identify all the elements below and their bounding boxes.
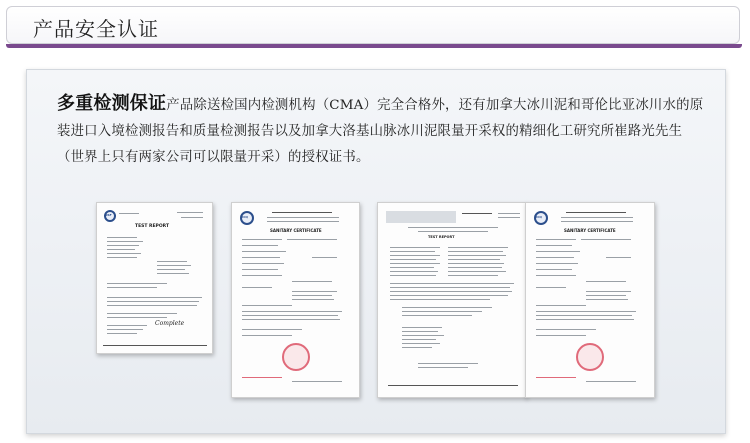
official-seal-icon bbox=[576, 343, 604, 371]
doc-badge: NSF bbox=[105, 213, 112, 217]
doc-heading: SANITARY CERTIFICATE bbox=[564, 228, 616, 233]
header-accent-bar bbox=[6, 44, 742, 48]
doc-heading: TEST REPORT bbox=[428, 235, 455, 239]
certification-card bbox=[26, 69, 726, 434]
doc-badge: CIQ bbox=[242, 215, 248, 219]
doc-signature: Complete bbox=[155, 320, 185, 327]
doc-badge: CIQ bbox=[536, 215, 542, 219]
document-sanitary-certificate-1[interactable] bbox=[231, 202, 360, 398]
document-test-report[interactable] bbox=[96, 202, 213, 354]
intro-lead: 多重检测保证 bbox=[57, 93, 167, 114]
intro-paragraph bbox=[57, 91, 707, 171]
official-seal-icon bbox=[282, 343, 310, 371]
doc-heading: SANITARY CERTIFICATE bbox=[270, 228, 322, 233]
document-sanitary-certificate-2[interactable] bbox=[525, 202, 655, 398]
page-title: 产品安全认证 bbox=[33, 17, 159, 41]
doc-heading: TEST REPORT bbox=[135, 224, 170, 229]
section-header bbox=[6, 6, 740, 44]
intro-body: 产品除送检国内检测机构（CMA）完全合格外，还有加拿大冰川泥和哥伦比亚冰川水的原装进口入境检测报告和质量检测报告以及加拿大洛基山脉冰川泥限量开采权的精细化工研究所崔路光先生（世界上只有两家公司可以限量开采）的授权证书。 bbox=[57, 98, 704, 165]
document-analysis-report[interactable] bbox=[377, 202, 527, 398]
lab-banner bbox=[386, 211, 456, 223]
